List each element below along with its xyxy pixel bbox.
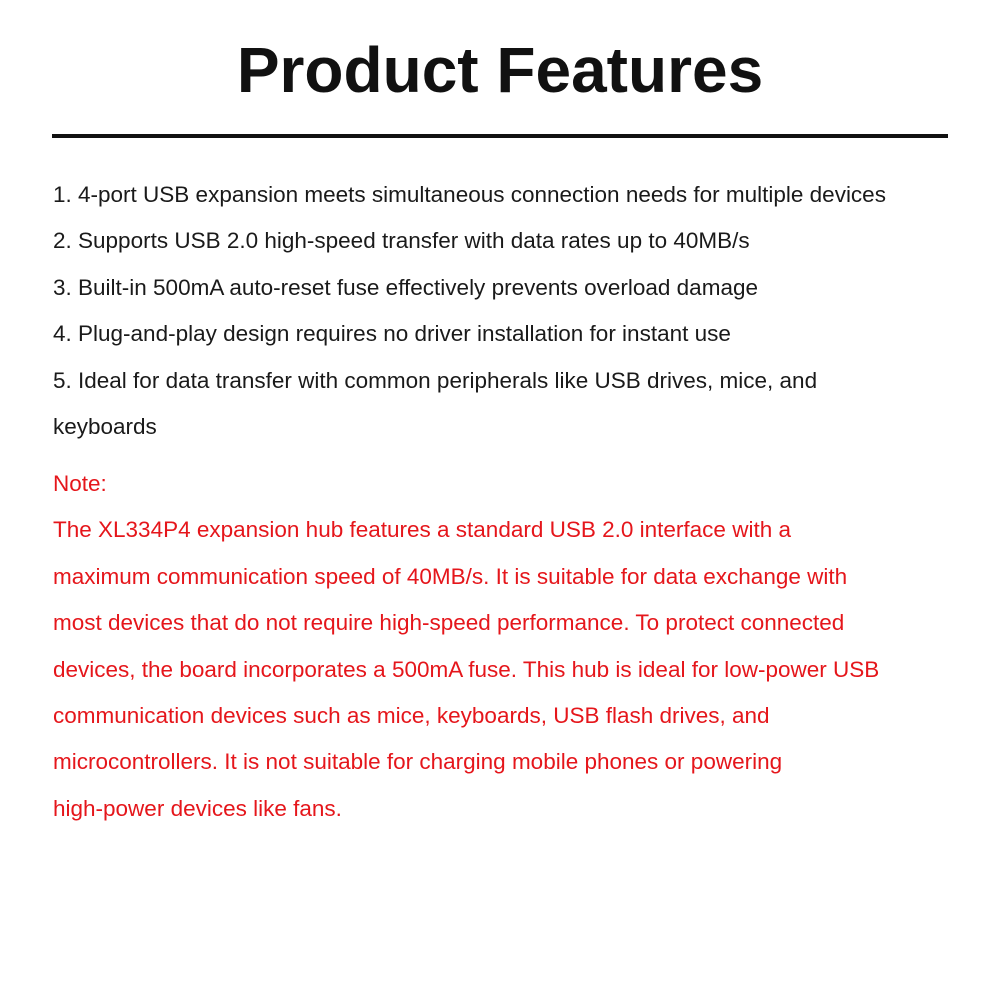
note-line-5: communication devices such as mice, keyboards, USB flash drives, and <box>53 703 770 729</box>
feature-item-5: 5. Ideal for data transfer with common peripherals like USB drives, mice, and keyboards <box>53 367 818 440</box>
note-line-1: The XL334P4 expansion hub features a standard USB 2.0 interface with a <box>53 517 791 543</box>
note-line-4: devices, the board incorporates a 500mA fuse. This hub is ideal for low-power USB <box>53 656 880 682</box>
note-line-3: most devices that do not require high-speed performance. To protect connected <box>53 610 845 636</box>
feature-list <box>53 172 953 450</box>
feature-item-4: 4. Plug-and-play design requires no driver installation for instant use <box>53 321 731 347</box>
feature-item-3: 3. Built-in 500mA auto-reset fuse effectively prevents overload damage <box>53 274 758 300</box>
note-line-2: maximum communication speed of 40MB/s. It is suitable for data exchange with <box>53 563 848 589</box>
title-divider <box>52 134 948 138</box>
note-line-6: microcontrollers. It is not suitable for charging mobile phones or powering <box>53 749 783 775</box>
note-label: Note: <box>53 471 107 496</box>
note-line-7: high-power devices like fans. <box>53 795 342 821</box>
page-title: Product Features <box>236 34 764 106</box>
note-section <box>53 461 953 832</box>
feature-item-1: 1. 4-port USB expansion meets simultaneous connection needs for multiple devices <box>53 182 886 207</box>
feature-item-2: 2. Supports USB 2.0 high-speed transfer with data rates up to 40MB/s <box>53 228 750 254</box>
